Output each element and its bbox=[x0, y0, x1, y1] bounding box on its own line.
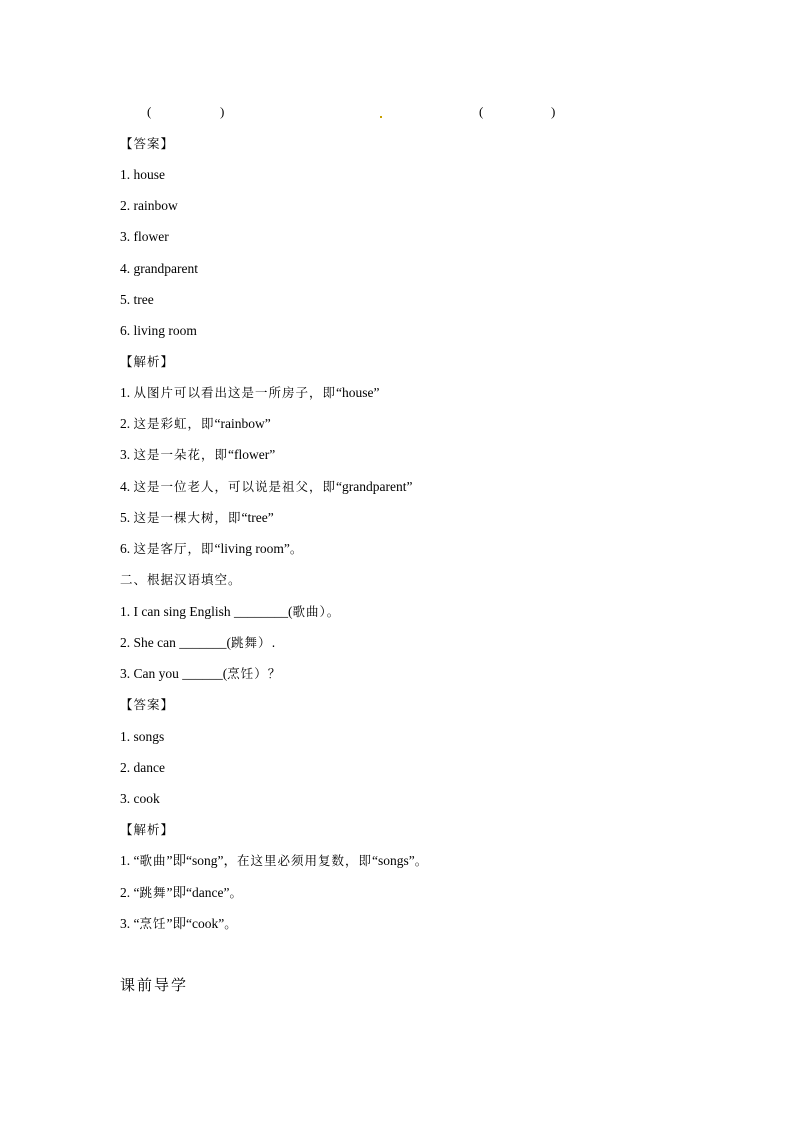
paren-open-2: ( bbox=[479, 104, 484, 119]
answer-item: 4. grandparent bbox=[120, 261, 198, 276]
footer-heading: 课前导学 bbox=[120, 976, 189, 994]
analysis-header-2: 【解析】 bbox=[120, 822, 175, 837]
answer-item: 6. living room bbox=[120, 323, 197, 338]
paren-close-2: ) bbox=[551, 104, 556, 119]
answer-header-1: 【答案】 bbox=[120, 136, 175, 151]
section-title: 二、根据汉语填空。 bbox=[120, 572, 242, 587]
paren-close-1: ) bbox=[220, 104, 225, 119]
question-item: 1. I can sing English ________(歌曲）。 bbox=[120, 604, 341, 619]
answer-header-2: 【答案】 bbox=[120, 697, 175, 712]
analysis-item: 2. “跳舞”即“dance”。 bbox=[120, 885, 243, 900]
analysis-item: 1. “歌曲”即“song”，在这里必须用复数，即“songs”。 bbox=[120, 853, 429, 868]
analysis-item: 2. 这是彩虹，即“rainbow” bbox=[120, 416, 271, 431]
answer-item: 1. house bbox=[120, 167, 165, 182]
analysis-item: 1. 从图片可以看出这是一所房子，即“house” bbox=[120, 385, 380, 400]
analysis-item: 4. 这是一位老人，可以说是祖父，即“grandparent” bbox=[120, 479, 413, 494]
analysis-item: 3. 这是一朵花，即“flower” bbox=[120, 447, 276, 462]
question-item: 3. Can you ______(烹饪）？ bbox=[120, 666, 282, 681]
question-item: 2. She can _______(跳舞）. bbox=[120, 635, 277, 650]
answer-item: 1. songs bbox=[120, 729, 165, 744]
answer-item: 2. dance bbox=[120, 760, 165, 775]
analysis-item: 5. 这是一棵大树，即“tree” bbox=[120, 510, 274, 525]
answer-item: 3. flower bbox=[120, 229, 169, 244]
analysis-item: 6. 这是客厅，即“living room”。 bbox=[120, 541, 304, 556]
analysis-item: 3. “烹饪”即“cook”。 bbox=[120, 916, 238, 931]
answer-item: 3. cook bbox=[120, 791, 160, 806]
analysis-header-1: 【解析】 bbox=[120, 354, 175, 369]
paren-open-1: ( bbox=[147, 104, 152, 119]
answer-item: 5. tree bbox=[120, 292, 154, 307]
yellow-dot-mark bbox=[380, 116, 382, 118]
answer-item: 2. rainbow bbox=[120, 198, 178, 213]
